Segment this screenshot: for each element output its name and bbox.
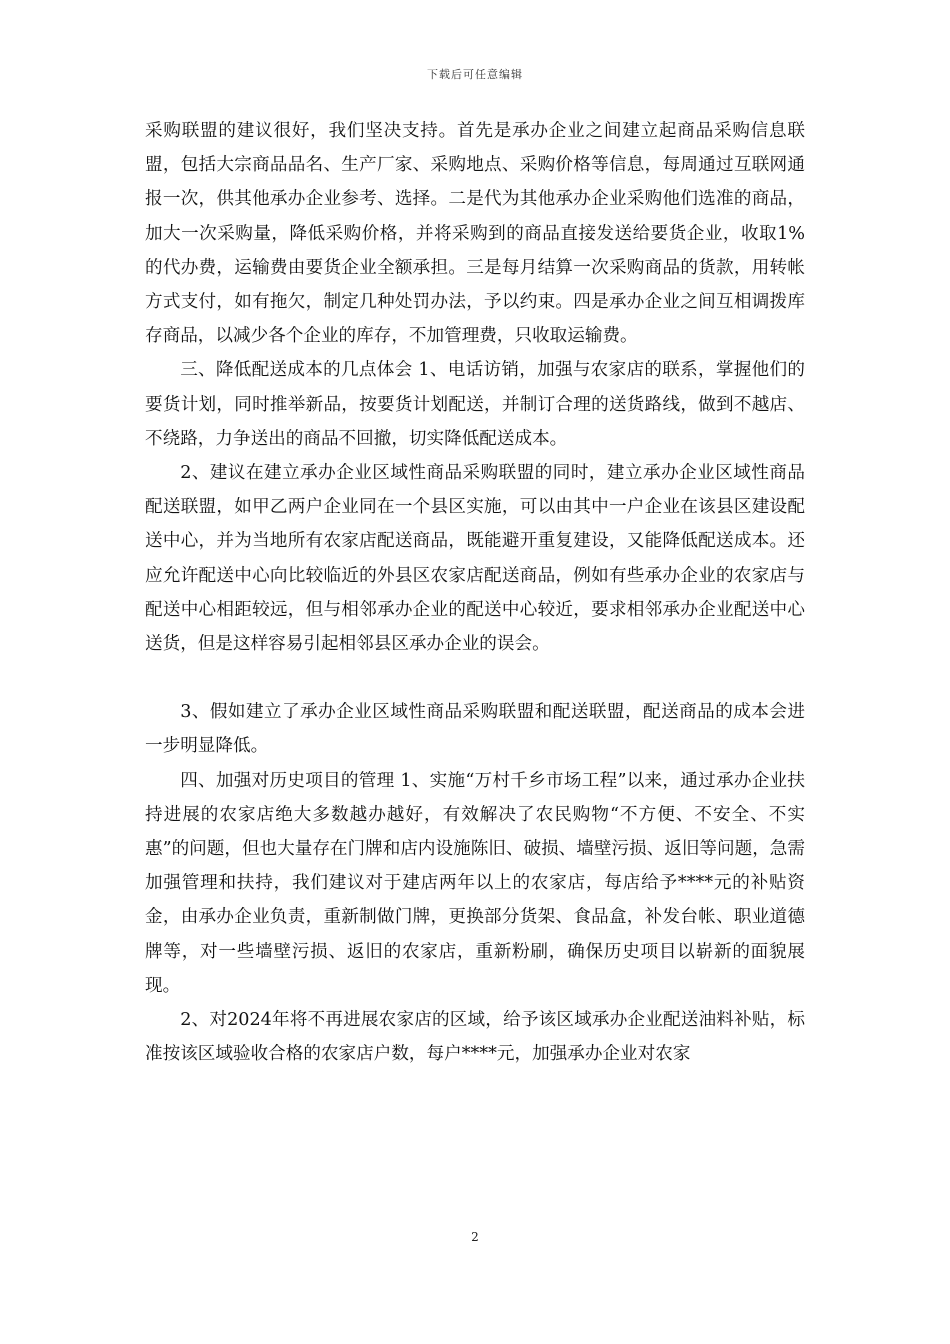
document-body [145,114,805,1071]
page-number: 2 [471,1230,479,1244]
paragraph-delivery-alliance: 2、建议在建立承办企业区域性商品采购联盟的同时，建立承办企业区域性商品配送联盟，如甲乙两户企业同在一个县区实施，可以由其中一户企业在该县区建设配送中心，并为当地所有农家店配送商品，既能避开重复建设，又能降低配送成本。还应允许配送中心向比较临近的外县区农家店配送商品，例如有些承办企业的农家店与配送中心相距较远，但与相邻承办企业的配送中心较近，要求相邻承办企业配送中心送货，但是这样容易引起相邻县区承办企业的误会。 [145,463,805,655]
paragraph-cost-reduction: 3、假如建立了承办企业区域性商品采购联盟和配送联盟，配送商品的成本会进一步明显降低。 [145,702,805,757]
paragraph-historical-projects: 四、加强对历史项目的管理 1、实施“万村千乡市场工程”以来，通过承办企业扶持进展的农家店绝大多数越办越好，有效解决了农民购物“不方便、不安全、不实惠”的问题，但也大量存在门牌和店内设施陈旧、破损、墙壁污损、返旧等问题，急需加强管理和扶持，我们建议对于建店两年以上的农家店，每店给予****元的补贴资金，由承办企业负责，重新制做门牌，更换部分货架、食品盒，补发台帐、职业道德牌等，对一些墙壁污损、返旧的农家店，重新粉刷，确保历史项目以崭新的面貌展现。 [145,770,805,996]
paragraph-procurement-alliance: 采购联盟的建议很好，我们坚决支持。首先是承办企业之间建立起商品采购信息联盟，包括大宗商品品名、生产厂家、采购地点、采购价格等信息，每周通过互联网通报一次，供其他承办企业参考、选择。二是代为其他承办企业采购他们选准的商品，加大一次采购量，降低采购价格，并将采购到的商品直接发送给要货企业，收取1%的代办费，运输费由要货企业全额承担。三是每月结算一次采购商品的货款，用转帐方式支付，如有拖欠，制定几种处罚办法，予以约束。四是承办企业之间互相调拨库存商品，以减少各个企业的库存，不加管理费，只收取运输费。 [145,121,805,347]
paragraph-fuel-subsidy: 2、对2024年将不再进展农家店的区域，给予该区域承办企业配送油料补贴，标准按该区域验收合格的农家店户数，每户****元，加强承办企业对农家 [145,1010,805,1065]
page-header-note: 下载后可任意编辑 [427,68,523,81]
paragraph-reduce-delivery-cost: 三、降低配送成本的几点体会 1、电话访销，加强与农家店的联系，掌握他们的要货计划，同时推举新品，按要货计划配送，并制订合理的送货路线，做到不越店、不绕路，力争送出的商品不回撤，切实降低配送成本。 [145,360,805,449]
